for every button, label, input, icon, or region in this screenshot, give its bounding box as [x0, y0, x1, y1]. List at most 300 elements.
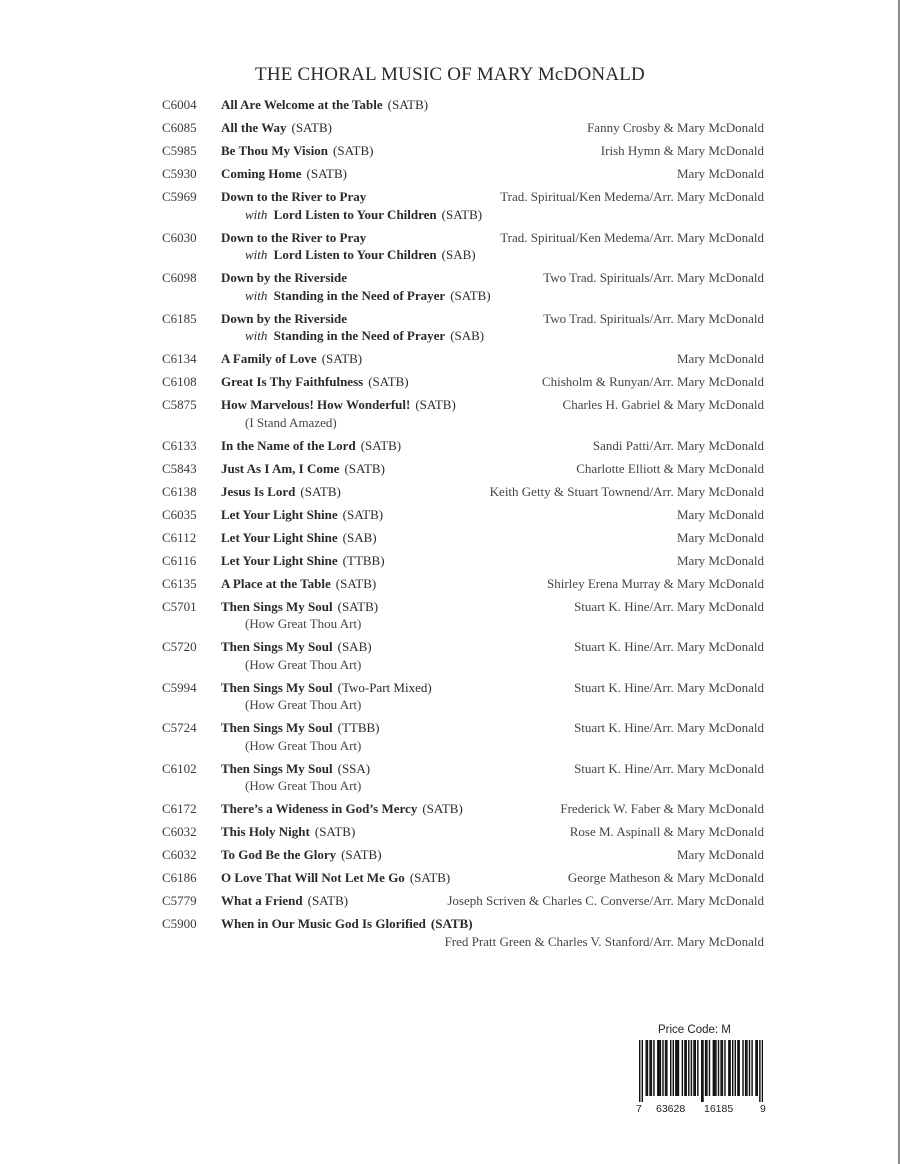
entry-main-line	[221, 229, 764, 247]
voicing: (Two-Part Mixed)	[337, 679, 432, 695]
catalog-entry	[162, 373, 764, 391]
entry-body	[221, 823, 764, 841]
voicing: (SATB)	[291, 120, 332, 135]
song-title: This Holy Night	[221, 824, 310, 839]
entry-main-line	[221, 188, 764, 206]
barcode-bar	[746, 1040, 747, 1096]
barcode-bar	[729, 1040, 730, 1096]
entry-body	[221, 373, 764, 391]
song-title: A Family of Love	[221, 351, 317, 366]
title-group	[221, 506, 383, 524]
paired-song-title: Lord Listen to Your Children	[273, 206, 437, 222]
catalog-entry	[162, 679, 764, 714]
paired-song-line	[221, 246, 764, 264]
entry-main-line	[221, 638, 764, 656]
barcode-bar	[693, 1040, 694, 1096]
item-code: C6030	[162, 229, 197, 245]
item-code: C6116	[162, 552, 197, 568]
entry-main-line	[221, 892, 764, 910]
item-code: C6112	[162, 529, 197, 545]
item-code: C6108	[162, 374, 197, 389]
barcode-bar	[705, 1040, 706, 1096]
entry-main-line	[221, 373, 764, 391]
barcode-bar	[695, 1040, 696, 1096]
entry-body	[221, 229, 764, 264]
song-title: Let Your Light Shine	[221, 506, 338, 522]
entry-body	[221, 483, 764, 501]
barcode-bar	[688, 1040, 689, 1096]
barcode-bar	[718, 1040, 719, 1096]
song-subtitle: (How Great Thou Art)	[245, 697, 362, 712]
item-code: C5994	[162, 679, 197, 695]
barcode-bar	[666, 1040, 667, 1096]
voicing: (SATB)	[314, 824, 356, 839]
title-group	[221, 823, 355, 841]
item-code: C5779	[162, 893, 197, 908]
entry-main-line	[221, 310, 764, 328]
item-code: C6133	[162, 437, 197, 453]
voicing: (SATB)	[306, 166, 347, 181]
page-title: THE CHORAL MUSIC OF MARY McDONALD	[255, 64, 645, 85]
song-title: Just As I Am, I Come	[221, 460, 340, 476]
entry-main-line	[221, 800, 764, 818]
catalog-entry	[162, 142, 764, 160]
voicing: (SATB)	[335, 575, 377, 591]
upc-right-group: 16185	[704, 1103, 734, 1115]
composer-credit: Irish Hymn & Mary McDonald	[600, 143, 764, 158]
entry-body	[221, 460, 764, 478]
barcode-bar	[709, 1040, 710, 1096]
entry-main-line	[221, 575, 764, 593]
composer-credit: Mary McDonald	[676, 166, 764, 181]
barcode-bar	[728, 1040, 729, 1096]
voicing: (TTBB)	[342, 552, 385, 568]
barcode-bar	[737, 1040, 738, 1096]
voicing: (SATB)	[360, 437, 402, 453]
barcode-bar	[658, 1040, 659, 1096]
catalog-entry	[162, 638, 764, 673]
composer-credit: Two Trad. Spirituals/Arr. Mary McDonald	[543, 310, 764, 326]
barcode-bar	[702, 1040, 703, 1102]
item-code: C6032	[162, 824, 197, 839]
catalog-entry	[162, 800, 764, 818]
item-code: C5724	[162, 720, 197, 735]
item-code: C6098	[162, 270, 197, 285]
catalog-entry	[162, 483, 764, 501]
entry-body	[221, 679, 764, 714]
catalog-entry	[162, 892, 764, 910]
title-group	[221, 552, 385, 570]
song-subtitle: (I Stand Amazed)	[245, 414, 337, 430]
entry-body	[221, 310, 764, 345]
voicing: (SATB)	[300, 483, 341, 499]
title-group	[221, 350, 362, 368]
item-code: C6134	[162, 351, 197, 366]
catalog-entry	[162, 437, 764, 455]
song-title: Great Is Thy Faithfulness	[221, 374, 364, 389]
barcode-bar	[675, 1040, 676, 1096]
voicing: (SATB)	[450, 287, 491, 303]
song-title: A Place at the Table	[221, 575, 331, 591]
entry-body	[221, 506, 764, 524]
composer-credit: Frederick W. Faber & Mary McDonald	[560, 801, 764, 816]
barcode-bar	[639, 1040, 640, 1102]
barcode-bar	[649, 1040, 650, 1096]
barcode-bar	[686, 1040, 687, 1096]
title-group	[221, 142, 374, 160]
barcode-bar	[670, 1040, 671, 1096]
composer-credit: Fanny Crosby & Mary McDonald	[587, 120, 764, 135]
barcode-bar	[724, 1040, 725, 1096]
voicing: (SATB)	[344, 460, 385, 476]
title-group	[221, 437, 401, 455]
entry-body	[221, 719, 764, 754]
title-group	[221, 846, 382, 864]
title-group	[221, 96, 428, 114]
voicing: (SAB)	[337, 639, 372, 654]
entry-body	[221, 598, 764, 633]
composer-credit: Stuart K. Hine/Arr. Mary McDonald	[574, 720, 764, 735]
song-title: Then Sings My Soul	[221, 679, 333, 695]
barcode-bar	[684, 1040, 685, 1096]
item-code: C6035	[162, 506, 197, 522]
entry-body	[221, 800, 764, 818]
catalog-entry	[162, 869, 764, 887]
composer-credit: Mary McDonald	[676, 351, 764, 366]
barcode-bar	[722, 1040, 723, 1096]
barcode-bar	[745, 1040, 746, 1096]
song-title: All the Way	[221, 120, 287, 135]
entry-body	[221, 350, 764, 368]
entry-body	[221, 915, 764, 950]
entry-main-line	[221, 506, 764, 524]
barcode-bar	[715, 1040, 716, 1096]
item-code: C6186	[162, 870, 197, 885]
composer-credit: Mary McDonald	[676, 847, 764, 862]
title-group	[221, 310, 347, 328]
item-code: C5720	[162, 639, 197, 654]
voicing: (SATB)	[333, 143, 374, 158]
with-label: with	[245, 287, 268, 303]
entry-body	[221, 437, 764, 455]
entry-main-line	[221, 679, 764, 697]
barcode-bar	[757, 1040, 758, 1096]
barcode-bar	[701, 1040, 702, 1102]
barcode-bar	[755, 1040, 756, 1096]
barcode-bar	[678, 1040, 679, 1096]
barcode-bar	[749, 1040, 750, 1096]
composer-credit: Trad. Spiritual/Ken Medema/Arr. Mary McDonald	[500, 229, 764, 245]
entry-body	[221, 396, 764, 431]
composer-credit: Charles H. Gabriel & Mary McDonald	[562, 397, 764, 412]
entry-main-line	[221, 598, 764, 616]
with-label: with	[245, 206, 268, 222]
entry-main-line	[221, 823, 764, 841]
barcode-bar	[651, 1040, 652, 1096]
song-title: There’s a Wideness in God’s Mercy	[221, 801, 418, 816]
entry-main-line	[221, 483, 764, 501]
title-group	[221, 119, 332, 137]
entry-body	[221, 575, 764, 593]
barcode-bar	[713, 1040, 714, 1096]
title-group	[221, 483, 341, 501]
catalog-entry	[162, 269, 764, 304]
barcode-bar	[738, 1040, 739, 1096]
title-group	[221, 373, 409, 391]
barcode-bar	[665, 1040, 666, 1096]
composer-credit: Two Trad. Spirituals/Arr. Mary McDonald	[543, 270, 764, 285]
voicing: (SATB)	[409, 870, 451, 885]
song-title: What a Friend	[221, 893, 303, 908]
title-group	[221, 719, 380, 737]
song-title: Coming Home	[221, 166, 302, 181]
composer-credit: Trad. Spiritual/Ken Medema/Arr. Mary McDonald	[500, 189, 764, 204]
title-group	[221, 915, 473, 933]
catalog-entry	[162, 188, 764, 223]
title-group	[221, 396, 456, 414]
item-code: C5875	[162, 397, 197, 412]
song-title: Down to the River to Pray	[221, 189, 367, 204]
entry-main-line	[221, 719, 764, 737]
composer-credit: Chisholm & Runyan/Arr. Mary McDonald	[541, 374, 764, 389]
entry-body	[221, 529, 764, 547]
catalog-entry	[162, 760, 764, 795]
paired-song-title: Lord Listen to Your Children	[273, 247, 437, 262]
song-title: Let Your Light Shine	[221, 552, 338, 568]
song-title: Down by the Riverside	[221, 270, 348, 285]
catalog-list	[162, 96, 764, 956]
composer-credit: Mary McDonald	[676, 529, 764, 545]
voicing: (SATB)	[422, 801, 463, 816]
title-group	[221, 760, 370, 778]
barcode-bar	[735, 1040, 736, 1096]
voicing: (SAB)	[342, 529, 377, 545]
upc-last-digit: 9	[760, 1103, 766, 1115]
catalog-entry	[162, 719, 764, 754]
entry-main-line	[221, 119, 764, 137]
entry-main-line	[221, 142, 764, 160]
song-subtitle: (How Great Thou Art)	[245, 616, 362, 631]
entry-main-line	[221, 846, 764, 864]
barcode-bar	[720, 1040, 721, 1096]
title-group	[221, 165, 347, 183]
entry-body	[221, 142, 764, 160]
song-title: Be Thou My Vision	[221, 143, 329, 158]
song-subtitle: (How Great Thou Art)	[245, 737, 362, 753]
entry-body	[221, 119, 764, 137]
entry-body	[221, 165, 764, 183]
entry-main-line	[221, 269, 764, 287]
composer-credit: Shirley Erena Murray & Mary McDonald	[547, 575, 764, 591]
voicing: (TTBB)	[337, 720, 380, 735]
catalog-entry	[162, 823, 764, 841]
title-group	[221, 800, 463, 818]
paired-song-line	[221, 206, 764, 224]
song-subtitle: (How Great Thou Art)	[245, 656, 362, 672]
song-title: O Love That Will Not Let Me Go	[221, 870, 405, 885]
barcode-bar	[647, 1040, 648, 1096]
barcode-bar	[682, 1040, 683, 1096]
composer-credit: Keith Getty & Stuart Townend/Arr. Mary McDonald	[489, 483, 764, 499]
paired-song-title: Standing in the Need of Prayer	[273, 328, 446, 343]
catalog-entry	[162, 598, 764, 633]
barcode-bar	[751, 1040, 752, 1096]
title-group	[221, 529, 377, 547]
song-title: Then Sings My Soul	[221, 598, 333, 614]
item-code: C6138	[162, 483, 197, 499]
item-code: C6135	[162, 575, 197, 591]
barcode-bar	[657, 1040, 658, 1096]
song-title: All Are Welcome at the Table	[221, 97, 383, 112]
title-group	[221, 869, 450, 887]
entry-main-line	[221, 869, 764, 887]
upc-barcode	[639, 1040, 763, 1102]
barcode-bar	[697, 1040, 698, 1096]
voicing: (SAB)	[450, 328, 485, 343]
barcode-bar	[762, 1040, 763, 1102]
title-group	[221, 188, 366, 206]
composer-credit: Fred Pratt Green & Charles V. Stanford/Arr. Mary McDonald	[444, 933, 764, 949]
catalog-entry	[162, 846, 764, 864]
voicing: (SATB)	[307, 893, 349, 908]
entry-body	[221, 846, 764, 864]
composer-credit: Mary McDonald	[676, 552, 764, 568]
title-group	[221, 460, 385, 478]
catalog-entry	[162, 529, 764, 547]
entry-main-line	[221, 96, 764, 114]
composer-credit: Stuart K. Hine/Arr. Mary McDonald	[574, 679, 764, 695]
song-title: Down to the River to Pray	[221, 229, 367, 245]
entry-body	[221, 760, 764, 795]
with-label: with	[245, 328, 268, 343]
catalog-entry	[162, 350, 764, 368]
title-group	[221, 229, 366, 247]
voicing: (SATB)	[441, 206, 483, 222]
entry-body	[221, 188, 764, 223]
catalog-entry	[162, 310, 764, 345]
song-title: Then Sings My Soul	[221, 720, 333, 735]
item-code: C5843	[162, 460, 197, 476]
entry-main-line	[221, 552, 764, 570]
paired-song-line	[221, 327, 764, 345]
song-title: Then Sings My Soul	[221, 760, 333, 776]
composer-credit: Joseph Scriven & Charles C. Converse/Arr. Mary McDonald	[447, 893, 764, 908]
entry-body	[221, 269, 764, 304]
item-code: C5985	[162, 143, 197, 158]
catalog-entry	[162, 506, 764, 524]
song-title: Let Your Light Shine	[221, 529, 338, 545]
voicing: (SATB)	[337, 598, 379, 614]
entry-body	[221, 96, 764, 114]
title-group	[221, 892, 348, 910]
voicing: (SATB)	[415, 397, 456, 412]
barcode-bar	[645, 1040, 646, 1096]
title-group	[221, 638, 372, 656]
price-code: Price Code: M	[658, 1024, 731, 1036]
barcode-bar	[662, 1040, 663, 1096]
composer-credit: Stuart K. Hine/Arr. Mary McDonald	[574, 760, 764, 776]
title-group	[221, 575, 376, 593]
item-code: C5930	[162, 166, 197, 181]
barcode-bar	[676, 1040, 677, 1096]
catalog-entry	[162, 96, 764, 114]
entry-body	[221, 638, 764, 673]
item-code: C6102	[162, 760, 197, 776]
upc-first-digit: 7	[636, 1103, 642, 1115]
with-label: with	[245, 247, 268, 262]
song-title: In the Name of the Lord	[221, 437, 356, 453]
entry-main-line	[221, 915, 764, 933]
catalog-entry	[162, 229, 764, 264]
barcode-bar	[732, 1040, 733, 1096]
barcode-bar	[673, 1040, 674, 1096]
voicing: (SATB)	[387, 97, 429, 112]
voicing: (SATB)	[342, 506, 384, 522]
entry-main-line	[221, 350, 764, 368]
item-code: C6085	[162, 120, 197, 135]
composer-credit: Mary McDonald	[676, 506, 764, 522]
title-group	[221, 679, 432, 697]
song-title: When in Our Music God Is Glorified	[221, 916, 426, 931]
voicing: (SSA)	[337, 760, 371, 776]
voicing: (SATB)	[430, 916, 473, 931]
catalog-entry	[162, 165, 764, 183]
upc-left-group: 63628	[656, 1103, 686, 1115]
entry-body	[221, 869, 764, 887]
composer-credit: George Matheson & Mary McDonald	[567, 870, 764, 885]
entry-main-line	[221, 165, 764, 183]
paired-song-line	[221, 287, 764, 305]
song-title: Then Sings My Soul	[221, 639, 333, 654]
item-code: C5701	[162, 598, 197, 614]
entry-main-line	[221, 460, 764, 478]
song-title: How Marvelous! How Wonderful!	[221, 397, 411, 412]
catalog-entry	[162, 915, 764, 950]
song-title: To God Be the Glory	[221, 847, 337, 862]
item-code: C5900	[162, 916, 197, 931]
entry-main-line	[221, 529, 764, 547]
item-code: C6172	[162, 801, 197, 816]
item-code: C6032	[162, 847, 197, 862]
entry-main-line	[221, 437, 764, 455]
barcode-bar	[706, 1040, 707, 1096]
voicing: (SATB)	[321, 351, 363, 366]
entry-body	[221, 892, 764, 910]
entry-main-line	[221, 396, 764, 414]
barcode-bar	[642, 1040, 643, 1102]
item-code: C6004	[162, 97, 197, 112]
composer-credit: Sandi Patti/Arr. Mary McDonald	[592, 437, 764, 453]
catalog-entry	[162, 396, 764, 431]
catalog-entry	[162, 552, 764, 570]
song-subtitle: (How Great Thou Art)	[245, 778, 362, 793]
catalog-entry	[162, 119, 764, 137]
voicing: (SATB)	[368, 374, 409, 389]
title-group	[221, 598, 378, 616]
title-group	[221, 269, 347, 287]
catalog-entry	[162, 460, 764, 478]
song-title: Down by the Riverside	[221, 310, 348, 326]
composer-credit: Stuart K. Hine/Arr. Mary McDonald	[574, 639, 764, 654]
composer-credit: Rose M. Aspinall & Mary McDonald	[569, 824, 764, 839]
barcode-bar	[660, 1040, 661, 1096]
entry-body	[221, 552, 764, 570]
barcode-bar	[691, 1040, 692, 1096]
item-code: C6185	[162, 310, 197, 326]
voicing: (SAB)	[441, 247, 476, 262]
composer-credit: Stuart K. Hine/Arr. Mary McDonald	[574, 598, 764, 614]
song-title: Jesus Is Lord	[221, 483, 296, 499]
